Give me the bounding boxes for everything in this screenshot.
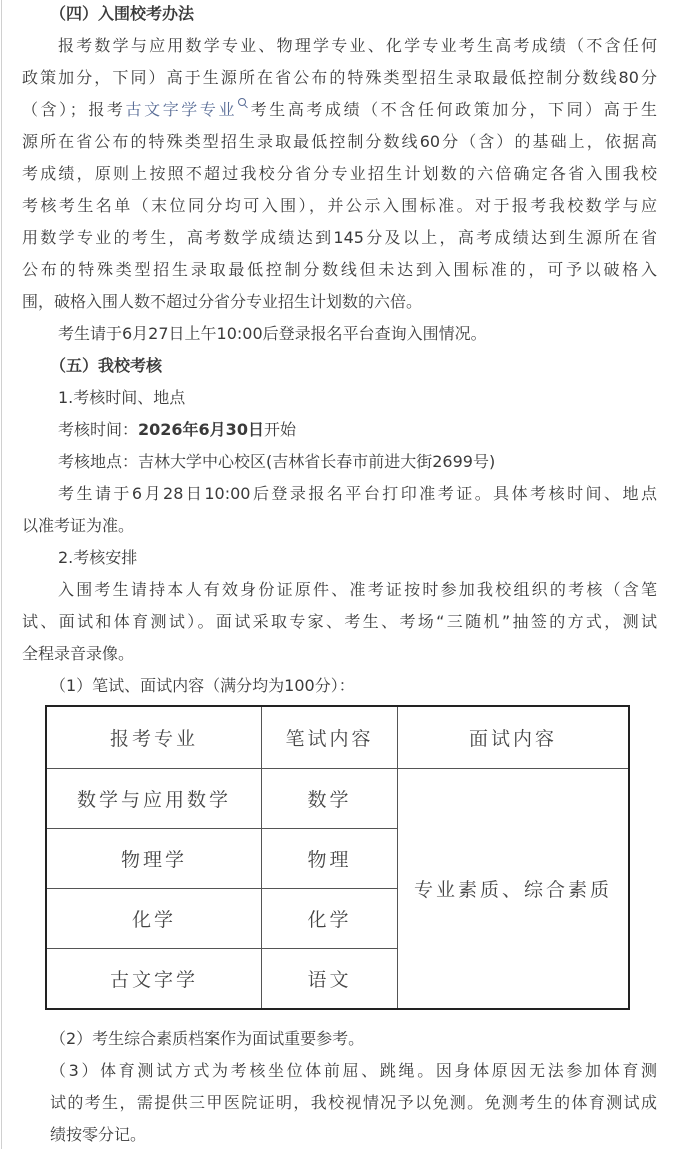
left-border <box>1 0 2 1149</box>
keyword-link[interactable]: 古文字学专业 <box>125 100 238 119</box>
text-line: 试、面试和体育测试）。面试采取专家、考生、考场“三随机”抽签的方式，测试 <box>22 612 657 631</box>
text-line: 公布的特殊类型招生录取最低控制分数线但未达到入围标准的，可予以破格入 <box>22 260 657 279</box>
text-line: 绩按零分记。 <box>50 1125 147 1144</box>
header-written: 笔试内容 <box>262 706 398 769</box>
text-line: 用数学专业的考生，高考数学成绩达到145分及以上，高考成绩达到生源所在省 <box>22 228 657 247</box>
text-line: 2.考核安排 <box>58 548 138 567</box>
written-cell: 语文 <box>262 949 398 1010</box>
text-line: 政策加分，下同）高于生源所在省公布的特殊类型招生录取最低控制分数线80分 <box>22 68 657 87</box>
text-line <box>22 414 657 446</box>
section-4-heading <box>22 0 657 30</box>
written-cell: 化学 <box>262 889 398 949</box>
table-header-row <box>46 706 629 769</box>
text-line: 考核地点：吉林大学中心校区(吉林省长春市前进大街2699号) <box>58 452 496 471</box>
major-cell: 古文字学 <box>46 949 262 1010</box>
text-line: 全程录音录像。 <box>22 644 135 663</box>
major-cell: 物理学 <box>46 829 262 889</box>
text-line: （2）考生综合素质档案作为面试重要参考。 <box>50 1029 365 1048</box>
text-line: 围，破格入围人数不超过分省分专业招生计划数的六倍。 <box>22 292 423 311</box>
text-line: 报考数学与应用数学专业、物理学专业、化学专业考生高考成绩（不含任何 <box>58 36 657 55</box>
major-cell: 化学 <box>46 889 262 949</box>
text-line: （1）笔试、面试内容（满分均为100分）： <box>50 676 355 695</box>
text-segment: 考核时间： <box>58 420 139 439</box>
text-line: 考生请于6月27日上午10:00后登录报名平台查询入围情况。 <box>58 324 487 343</box>
text-line: 考成绩，原则上按照不超过我校分省分专业招生计划数的六倍确定各省入围我校 <box>22 164 657 183</box>
exam-time <box>22 414 657 446</box>
article-bottom <box>22 1023 657 1151</box>
text-line: 以准考证为准。 <box>22 516 135 535</box>
written-cell: 数学 <box>262 769 398 829</box>
interview-cell: 专业素质、综合素质 <box>398 769 630 1010</box>
article-body <box>22 0 657 1151</box>
text-line: 试的考生，需提供三甲医院证明，我校视情况予以免测。免测考生的体育测试成 <box>50 1093 657 1112</box>
paragraph-arrangement <box>22 574 657 670</box>
text-line: 1.考核时间、地点 <box>58 388 186 407</box>
written-cell: 物理 <box>262 829 398 889</box>
text-segment: 考生高考成绩（不含任何政策加分，下同）高于生 <box>248 100 657 119</box>
article-top <box>22 0 657 702</box>
subheading-arrangement <box>22 542 657 574</box>
text-segment: 开始 <box>263 420 296 439</box>
section-5-heading <box>22 350 657 382</box>
subheading-time-place <box>22 382 657 414</box>
text-line <box>22 94 657 126</box>
exam-place <box>22 446 657 478</box>
text-line: 源所在省公布的特殊类型招生录取最低控制分数线60分（含）的基础上，依据高 <box>22 132 657 151</box>
exam-date: 2026年6月30日 <box>138 420 264 439</box>
text-line: 考生请于6月28日10:00后登录报名平台打印准考证。具体考核时间、地点 <box>58 484 657 503</box>
text-segment: （含）；报考 <box>22 100 126 119</box>
exam-content-table <box>45 705 630 1010</box>
paragraph-shortlist-query <box>22 318 657 350</box>
header-interview: 面试内容 <box>398 706 630 769</box>
text-line: （四）入围校考办法 <box>50 4 195 23</box>
note-3 <box>22 1055 657 1151</box>
header-major: 报考专业 <box>46 706 262 769</box>
text-line: 考核考生名单（末位同分均可入围），并公示入围标准。对于报考我校数学与应 <box>22 196 657 215</box>
paragraph-admission-ticket <box>22 478 657 542</box>
table-row <box>46 769 629 829</box>
note-2 <box>22 1023 657 1055</box>
search-icon[interactable] <box>238 98 246 106</box>
paragraph-shortlist-rules <box>22 30 657 318</box>
major-cell: 数学与应用数学 <box>46 769 262 829</box>
table-caption <box>22 670 657 702</box>
text-line: （五）我校考核 <box>50 356 163 375</box>
text-line: 入围考生请持本人有效身份证原件、准考证按时参加我校组织的考核（含笔 <box>58 580 657 599</box>
text-line: （3）体育测试方式为考核坐位体前屈、跳绳。因身体原因无法参加体育测 <box>50 1061 657 1080</box>
